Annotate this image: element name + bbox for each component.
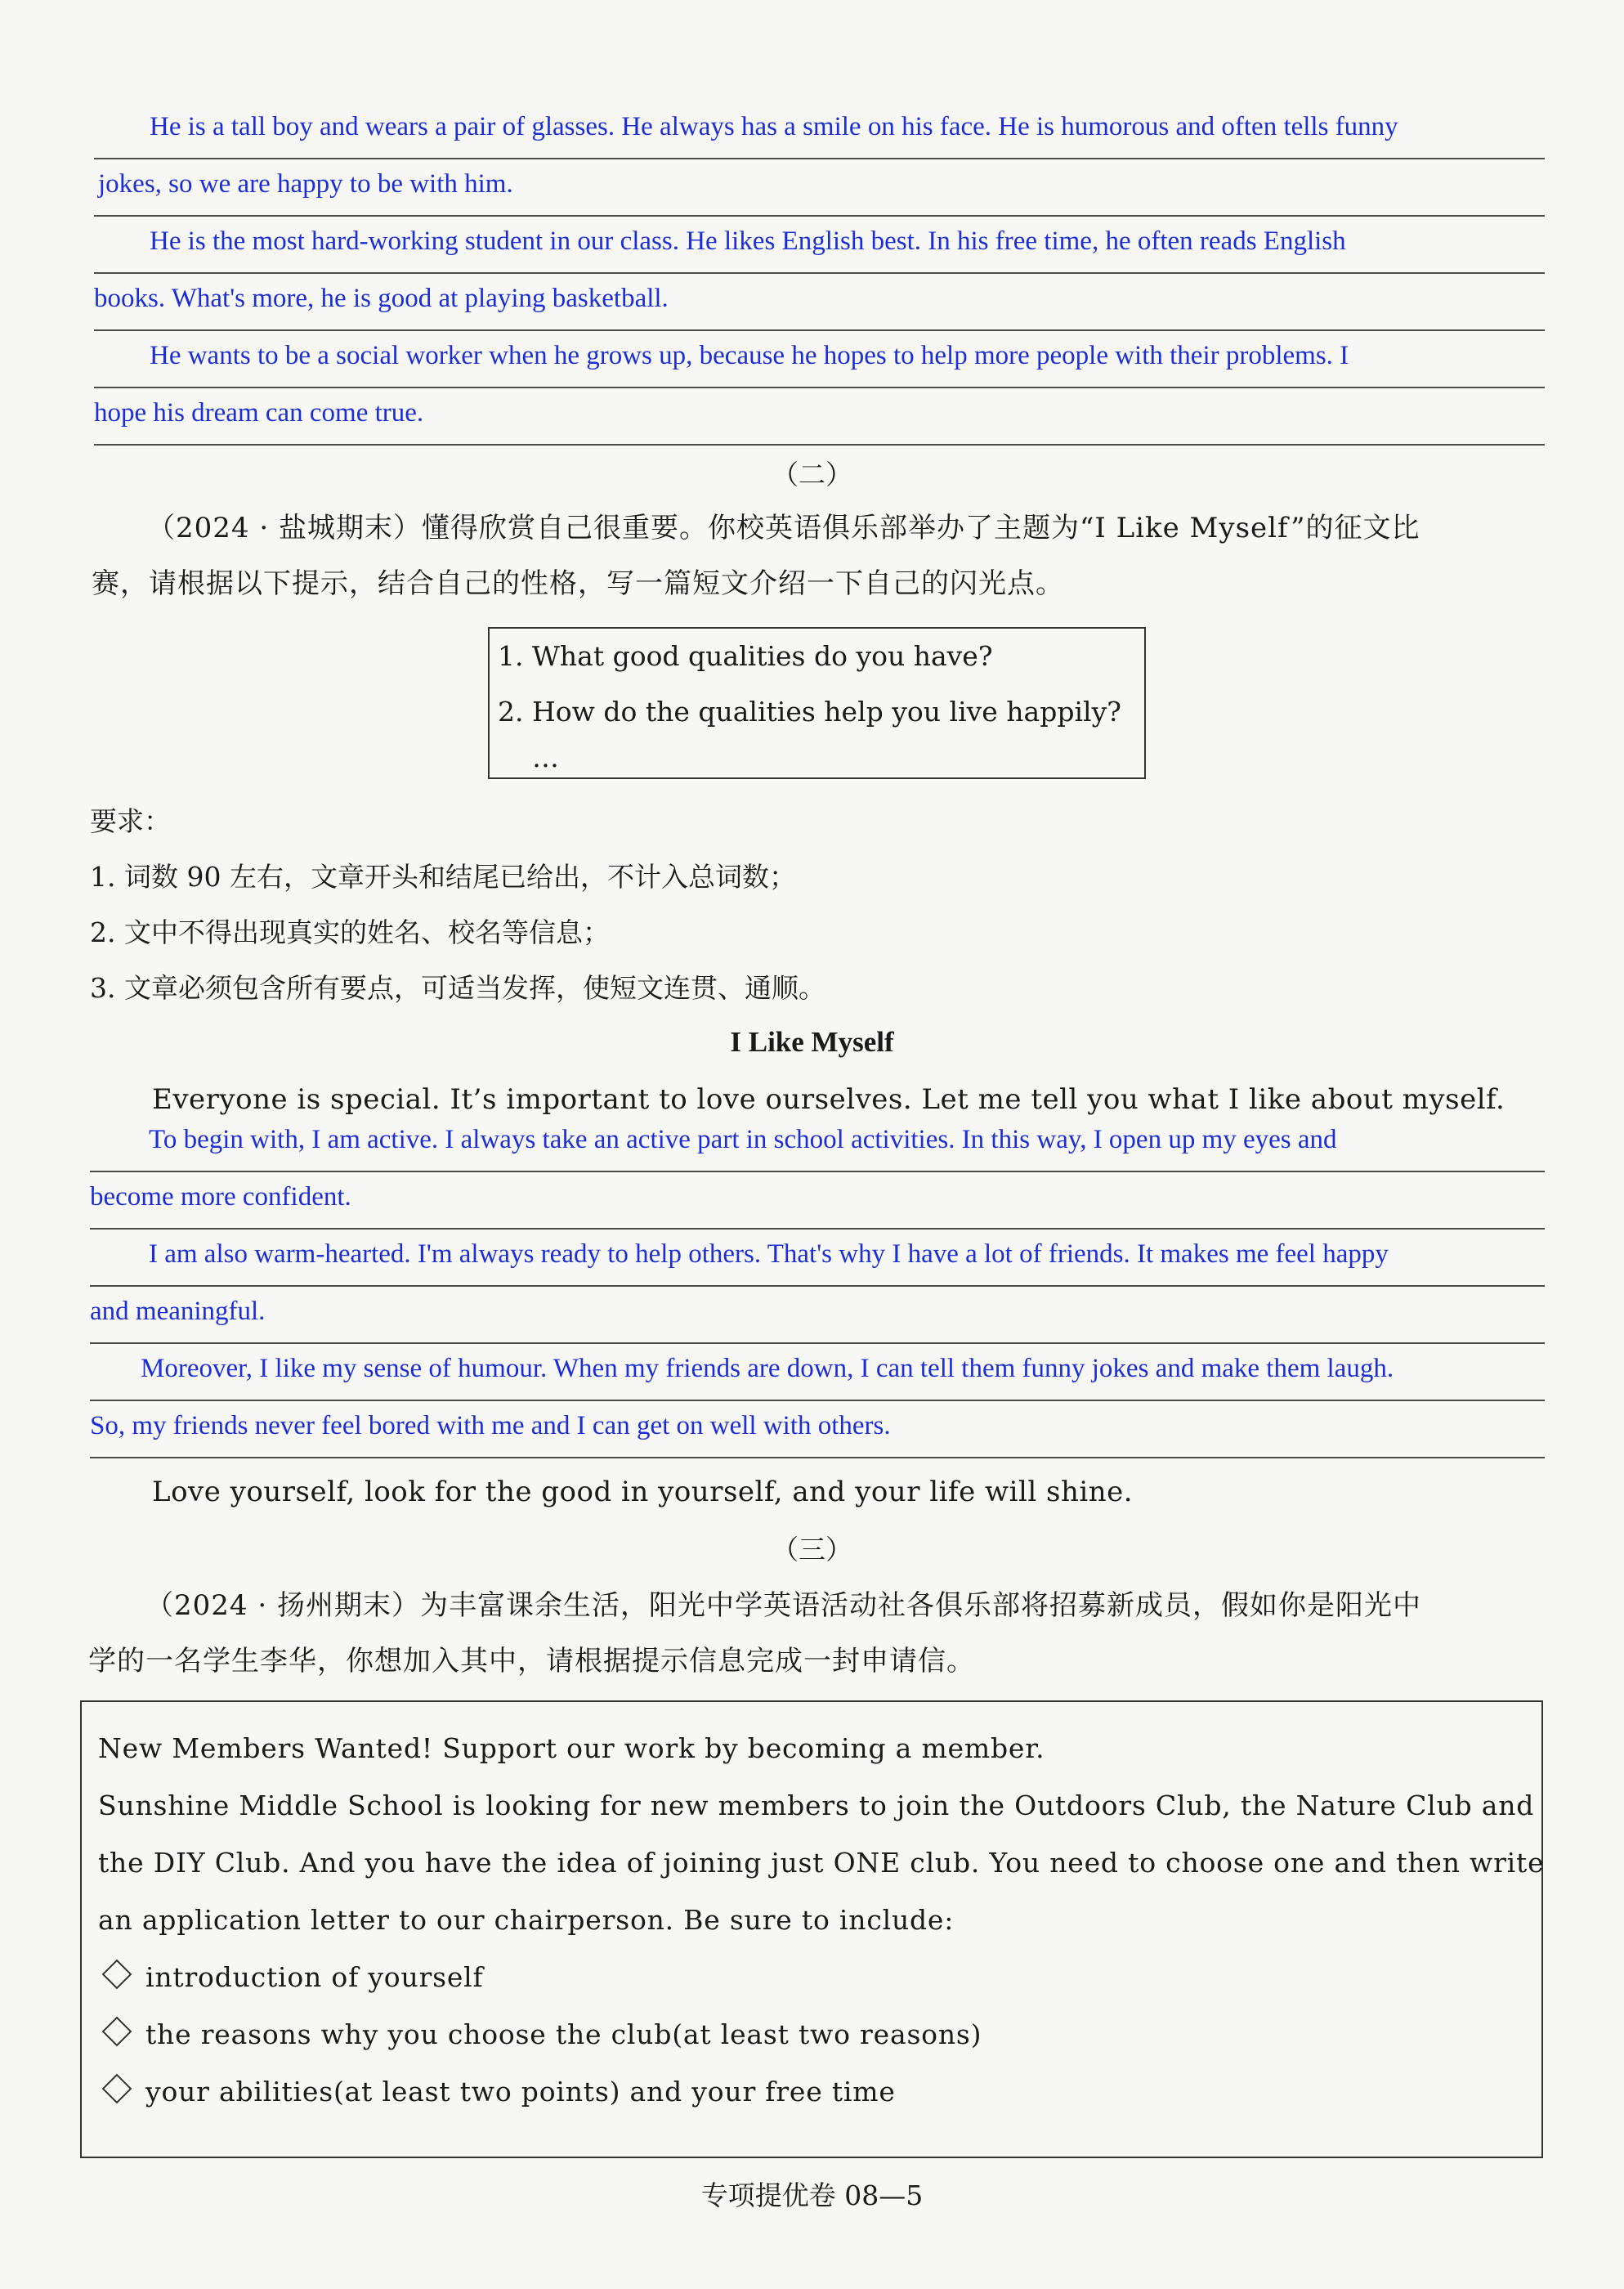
essay-title: I Like Myself [730,1026,894,1058]
section2-prompt: （2024 · 盐城期末）懂得欣赏自己很重要。你校英语俱乐部举办了主题为“I Like Myself”的征文比 赛，请根据以下提示，结合自己的性格，写一篇短文介绍一下自己的闪光点。 [92,512,1420,600]
hint-item: 1. What good qualities do you have? [498,640,993,672]
bullet-item: introduction of yourself [98,1949,1525,2006]
answer-line: So, my friends never feel bored with me and I can get on well with others. [90,1401,1545,1458]
section-heading-2: （二） [772,459,852,490]
hint-item: 2. How do the qualities help you live happily? [498,696,1121,728]
answer-line: and meaningful. [90,1287,1545,1344]
answer-line: jokes, so we are happy to be with him. [94,159,1545,217]
bullet-item: your abilities(at least two points) and your free time [98,2063,1525,2121]
section3-prompt: （2024 · 扬州期末）为丰富课余生活，阳光中学英语活动社各俱乐部将招募新成员，假如你是阳光中 学的一名学生李华，你想加入其中，请根据提示信息完成一封申请信。 [88,1589,1421,1678]
answer-line: books. What's more, he is good at playing basketball. [94,274,1545,331]
bullet-item: the reasons why you choose the club(at least two reasons) [98,2006,1525,2063]
page-footer: 专项提优卷 08—5 [700,2179,924,2211]
diamond-bullet-icon [102,1960,132,1990]
requirement-item: 3. 文章必须包含所有要点，可适当发挥，使短文连贯、通顺。 [90,972,825,1004]
answer-lines-section2 [90,1115,1545,1458]
essay-opening: Everyone is special. It’s important to love ourselves. Let me tell you what I like about myself. [152,1083,1505,1116]
diamond-bullet-icon [102,2074,132,2104]
answer-line: I am also warm-hearted. I'm always ready to help others. That's why I have a lot of friends. It makes me feel happy [90,1230,1545,1287]
requirement-item: 1. 词数 90 左右，文章开头和结尾已给出，不计入总词数； [90,861,796,893]
answer-lines-section1 [94,102,1545,446]
answer-line: To begin with, I am active. I always take an active part in school activities. In this way, I open up my eyes and [90,1115,1545,1172]
notice-box [80,1700,1543,2158]
answer-line: become more confident. [90,1172,1545,1230]
answer-line: Moreover, I like my sense of humour. When my friends are down, I can tell them funny jokes and make them laugh. [90,1344,1545,1401]
hint-item: … [532,741,559,773]
notice-line: Sunshine Middle School is looking for new members to join the Outdoors Club, the Nature Club and [98,1790,1535,1821]
answer-line: He is a tall boy and wears a pair of glasses. He always has a smile on his face. He is humorous and often tells funny [94,102,1545,159]
notice-line: the DIY Club. And you have the idea of joining just ONE club. You need to choose one and then write [98,1847,1545,1879]
notice-line: an application letter to our chairperson. Be sure to include: [98,1904,955,1936]
answer-line: He is the most hard-working student in our class. He likes English best. In his free time, he often reads English [94,217,1545,274]
hint-box [488,627,1146,779]
requirements-label: 要求： [90,805,171,837]
requirement-item: 2. 文中不得出现真实的姓名、校名等信息； [90,916,610,948]
essay-closing: Love yourself, look for the good in yourself, and your life will shine. [152,1476,1134,1508]
answer-line: hope his dream can come true. [94,388,1545,446]
diamond-bullet-icon [102,2017,132,2047]
answer-line: He wants to be a social worker when he grows up, because he hopes to help more people with their problems. I [94,331,1545,388]
section-heading-3: （三） [772,1534,852,1566]
notice-line: New Members Wanted! Support our work by becoming a member. [98,1732,1045,1764]
